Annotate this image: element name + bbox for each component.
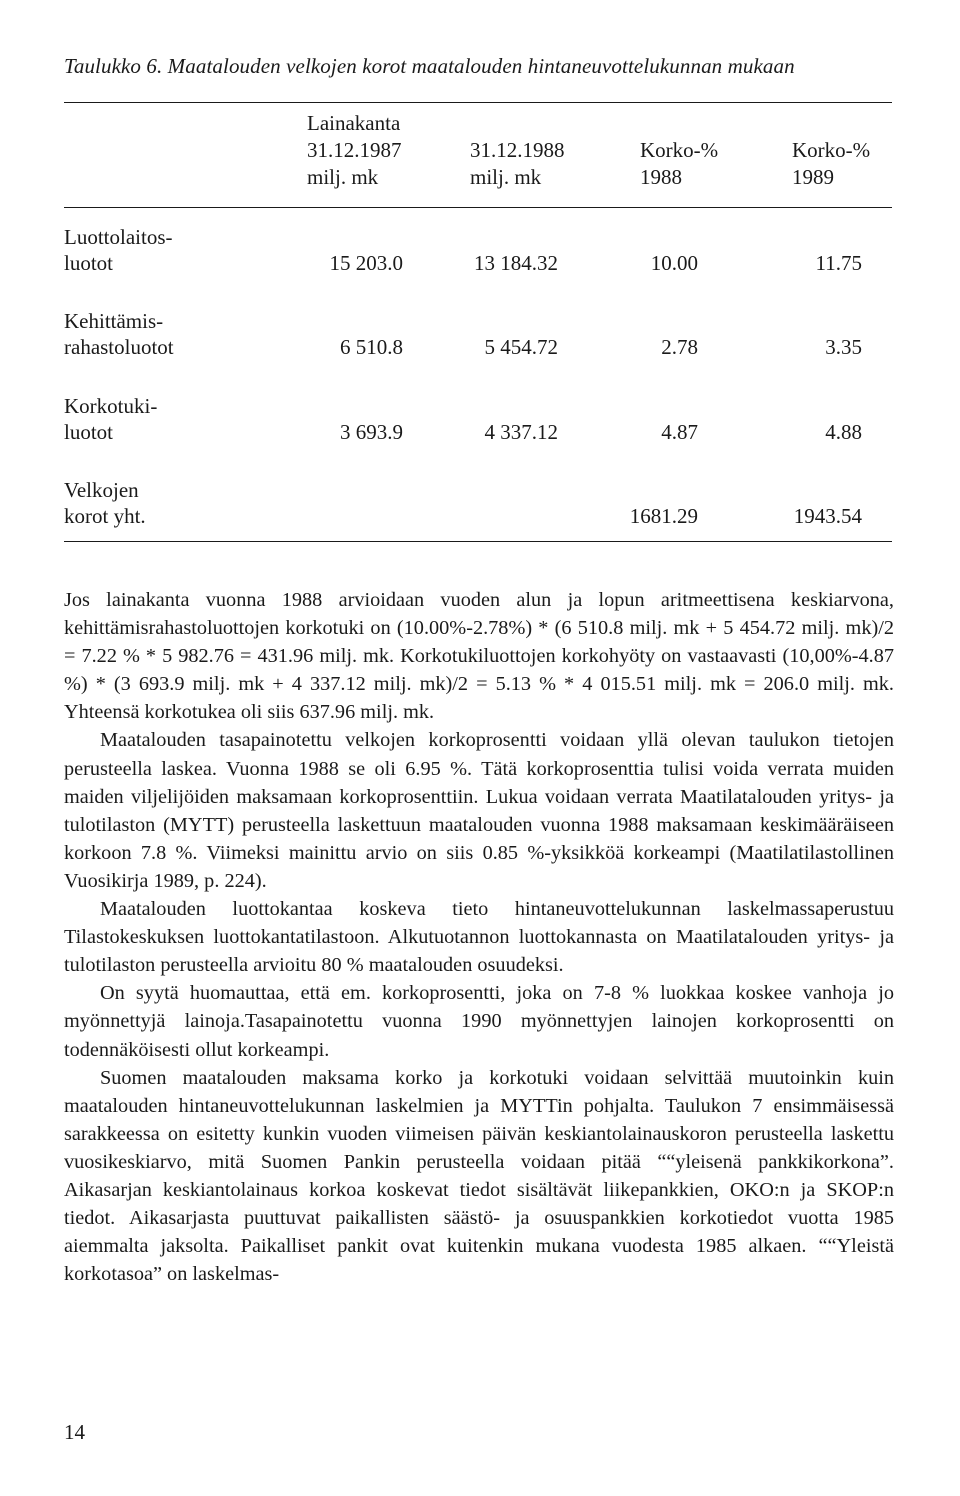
header-line: 31.12.1987 (307, 138, 402, 162)
table-caption: Taulukko 6. Maatalouden velkojen korot maatalouden hintaneuvottelukunnan mukaan (64, 54, 795, 78)
table-cell: 1943.54 (793, 504, 862, 528)
header-col-lainakanta-1988 (470, 137, 565, 191)
paragraph: On syytä huomauttaa, että em. korkoprosentti, joka on 7-8 % luokkaa koskee vanhoja jo myönnettyjä lainoja.Tasapainotettu vuonna 1990 myönnettyjen lainojen korkoprosentti on todennäköisesti ollut korkeampi. (64, 982, 894, 1061)
table-cell: 4 337.12 (484, 420, 558, 444)
body-text (64, 586, 894, 1288)
header-line: 1988 (640, 165, 682, 189)
row-label-line: Velkojen (64, 478, 139, 502)
table-cell: 5 454.72 (484, 335, 558, 359)
table-cell: 2.78 (661, 335, 698, 359)
header-col-lainakanta-1987 (307, 110, 402, 191)
table-cell: 4.87 (661, 420, 698, 444)
page-number: 14 (64, 1420, 85, 1444)
paragraph: Maatalouden luottokantaa koskeva tieto hintaneuvottelukunnan laskelmassaperustuu Tilastokeskuksen luottokantatilastoon. Alkutuotannon luottokannasta on Maatilatalouden yritys- ja tulotilaston perusteella arvioitu 80 % maatalouden osuudeksi. (64, 898, 894, 977)
row-label-line: korot yht. (64, 504, 146, 528)
table-cell: 3.35 (825, 335, 862, 359)
table-cell: 10.00 (650, 251, 698, 275)
header-line: 1989 (792, 165, 834, 189)
paragraph: Suomen maatalouden maksama korko ja korkotuki voidaan selvittää muutoinkin kuin maatalouden hintaneuvottelukunnan laskelmien ja MYTTin pohjalta. Taulukon 7 ensimmäisessä sarakkeessa on esitetty kunkin vuoden viimeisen päivän keskiantolainauskoron perusteella laskettu vuosikeskiarvo, mitä Suomen Pankin perusteella voidaan pitää ““yleisenä pankkikorkona”. Aikasarjan keskiantolainaus korkoa koskevat tiedot sisältävät liikepankkien, OKO:n ja SKOP:n tiedot. Aikasarjasta puuttuvat paikallisten säästö- ja osuuspankkien korkotiedot vuotta 1985 aiemmalta jaksolta. Paikalliset pankit ovat kuitenkin mukana vuodesta 1985 alkaen. ““Yleistä korkotasoa” on laskelmas- (64, 1066, 894, 1286)
row-label-line: Luottolaitos- (64, 225, 173, 249)
table-cell: 11.75 (815, 251, 862, 275)
table-cell: 1681.29 (629, 504, 698, 528)
table-bottom-rule (64, 541, 892, 542)
table-header-rule (64, 207, 892, 208)
paragraph: Jos lainakanta vuonna 1988 arvioidaan vuoden alun ja lopun aritmeettisena keskiarvona, kehittämisrahastoluottojen korkotuki on (10.00%-2.78%) * (6 510.8 milj. mk + 5 454.72 milj. mk)/2 = 7.22 % * 5 982.76 = 431.96 milj. mk. Korkotukiluottojen korkohyöty on vastaavasti (10,00%-4.87 %) * (3 693.9 milj. mk + 4 337.12 milj. mk)/2 = 5.13 % * 4 015.51 milj. mk = 206.0 milj. mk. Yhteensä korkotukea oli siis 637.96 milj. mk. (64, 589, 894, 724)
header-line: Korko-% (792, 138, 871, 162)
header-line: 31.12.1988 (470, 138, 565, 162)
table-cell: 15 203.0 (329, 251, 403, 275)
table-cell: 4.88 (825, 420, 862, 444)
table-cell: 13 184.32 (474, 251, 558, 275)
table-cell: 6 510.8 (340, 335, 403, 359)
row-label-line: rahastoluotot (64, 335, 174, 359)
paragraph: Maatalouden tasapainotettu velkojen korkoprosentti voidaan yllä olevan taulukon tietojen perusteella laskea. Vuonna 1988 se oli 6.95 %. Tätä korkoprosenttia tulisi voida verrata muiden maiden viljelijöiden maksamaan korkoprosenttiin. Lukua voidaan verrata Maatilatalouden yritys- ja tulotilaston (MYTT) perusteella laskettuun maatalouden vuonna 1988 maksamaan keskimääräiseen korkoon 7.8 %. Viimeksi mainittu arvio on siis 0.85 %-yksikköä korkeampi (Maatilatilastollinen Vuosikirja 1989, p. 224). (64, 729, 894, 892)
header-line: milj. mk (470, 165, 542, 189)
header-col-korko-1988 (640, 137, 718, 191)
header-line: milj. mk (307, 165, 379, 189)
row-label-kehittamisrahastoluotot (64, 308, 174, 360)
row-label-line: Kehittämis- (64, 309, 164, 333)
row-label-line: Korkotuki- (64, 394, 158, 418)
header-col-korko-1989 (792, 137, 870, 191)
table-top-rule (64, 102, 892, 103)
row-label-korkotukiluotot (64, 393, 157, 445)
row-label-luottolaitosluotot (64, 224, 173, 276)
row-label-line: luotot (64, 251, 114, 275)
row-label-line: luotot (64, 420, 114, 444)
row-label-velkojen-korot-yht (64, 477, 146, 529)
header-line: Lainakanta (307, 111, 401, 135)
header-line: Korko-% (640, 138, 719, 162)
table-cell: 3 693.9 (340, 420, 403, 444)
